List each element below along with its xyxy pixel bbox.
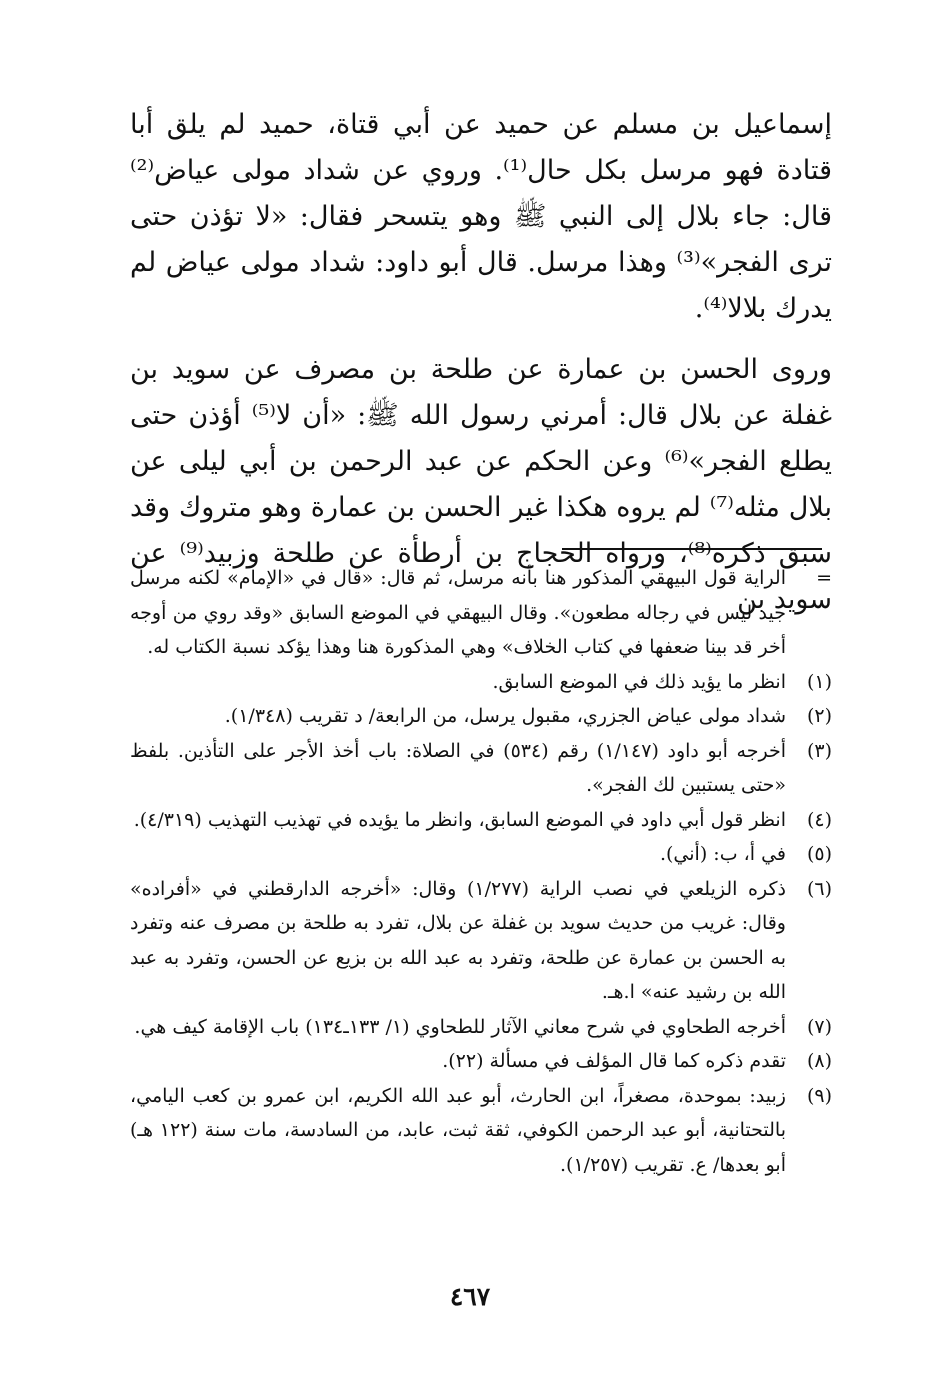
footnote-item	[130, 1010, 832, 1045]
footnote-number: =	[816, 567, 832, 589]
main-paragraph: إسماعيل بن مسلم عن حميد عن أبي قتاة، حميد لم يلق أبا قتادة فهو مرسل بكل حال⁽¹⁾. وروي عن شداد مولى عياض⁽²⁾ قال: جاء بلال إلى النبي ﷺ وهو يتسحر فقال: «لا تؤذن حتى ترى الفجر»⁽³⁾ وهذا مرسل. قال أبو داود: شداد مولى عياض لم يدرك بلالا⁽⁴⁾.	[130, 109, 832, 324]
footnote-item	[130, 734, 832, 803]
footnote-separator	[562, 548, 822, 550]
footnote-number: (١)	[806, 670, 832, 693]
footnote-item	[130, 803, 832, 838]
footnote-text: أخرجه أبو داود (١/١٤٧) رقم (٥٣٤) في الصلاة: باب أخذ الأجر على التأذين. بلفظ «حتى يستبين لك الفجر».	[130, 739, 786, 796]
footnote-number: (٦)	[806, 877, 832, 900]
footnote-item	[130, 1044, 832, 1079]
footnote-item	[130, 872, 832, 1010]
footnote-text: زبيد: بموحدة، مصغراً، ابن الحارث، أبو عبد الله الكريم، ابن عمرو بن كعب اليامي، بالتحتانية، أبو عبد الرحمن الكوفي، ثقة ثبت، عابد، من السادسة، مات سنة (١٢٢ هـ) أبو بعدها/ ع. تقريب (١/٢٥٧).	[130, 1084, 786, 1176]
footnote-item	[130, 699, 832, 734]
footnote-number: (٥)	[806, 843, 832, 865]
main-text	[130, 102, 832, 623]
footnote-text: في أ، ب: (أني).	[659, 843, 786, 865]
footnote-item	[130, 665, 832, 700]
footnote-number: (٨)	[806, 1050, 832, 1072]
footnote-text: ذكره الزيلعي في نصب الراية (١/٢٧٧) وقال: «أخرجه الدارقطني في «أفراده» وقال: غريب من حديث سويد بن غفلة عن بلال، تفرد به طلحة بن مصرف عنه وتفرد به الحسن بن عمارة عن طلحة، وتفرد به عبد الله بن بزيع عن الحسن، وتفرد به عبد الله بن رشيد عنه» ا.هـ.	[130, 877, 786, 1003]
footnote-number: (٧)	[806, 1015, 832, 1038]
footnote-item	[130, 837, 832, 872]
footnotes	[130, 561, 832, 1182]
footnote-text: تقدم ذكره كما قال المؤلف في مسألة (٢٢).	[442, 1050, 786, 1072]
footnote-number: (٤)	[806, 808, 832, 831]
footnote-item	[130, 1079, 832, 1183]
footnote-number: (٣)	[806, 739, 832, 762]
footnote-item	[130, 561, 832, 665]
main-paragraph: وروى الحسن بن عمارة عن طلحة بن مصرف عن سويد بن غفلة عن بلال قال: أمرني رسول الله ﷺ: «أن لا⁽⁵⁾ أؤذن حتى يطلع الفجر»⁽⁶⁾ وعن الحكم عن عبد الرحمن بن أبي ليلى عن بلال مثله⁽⁷⁾ لم يروه هكذا غير الحسن بن عمارة وهو متروك وقد سبق ذكره⁽⁸⁾، ورواه الحجاج بن أرطأة عن طلحة وزبيد⁽⁹⁾ عن سويد بن	[130, 354, 833, 615]
footnote-text: انظر قول أبي داود في الموضع السابق، وانظر ما يؤيده في تهذيب التهذيب (٤/٣١٩).	[133, 808, 786, 831]
footnote-text: الراية قول البيهقي المذكور هنا بأنه مرسل، ثم قال: «قال في «الإمام» لكنه مرسل جيد ليس في رجاله مطعون». وقال البيهقي في الموضع السابق «وقد روي من أوجه أخر قد بينا ضعفها في كتاب الخلاف» وهي المذكورة هنا وهذا يؤكد نسبة الكتاب له.	[130, 567, 786, 658]
footnote-text: انظر ما يؤيد ذلك في الموضع السابق.	[492, 670, 786, 693]
footnote-text: أخرجه الطحاوي في شرح معاني الآثار للطحاوي (١/ ١٣٣ـ١٣٤) باب الإقامة كيف هي.	[134, 1015, 786, 1038]
footnote-text: شداد مولى عياض الجزري، مقبول يرسل، من الرابعة/ د تقريب (١/٣٤٨).	[224, 705, 786, 727]
footnote-number: (٢)	[806, 705, 832, 727]
footnote-number: (٩)	[806, 1084, 832, 1107]
page-number: ٤٦٧	[449, 1282, 491, 1311]
